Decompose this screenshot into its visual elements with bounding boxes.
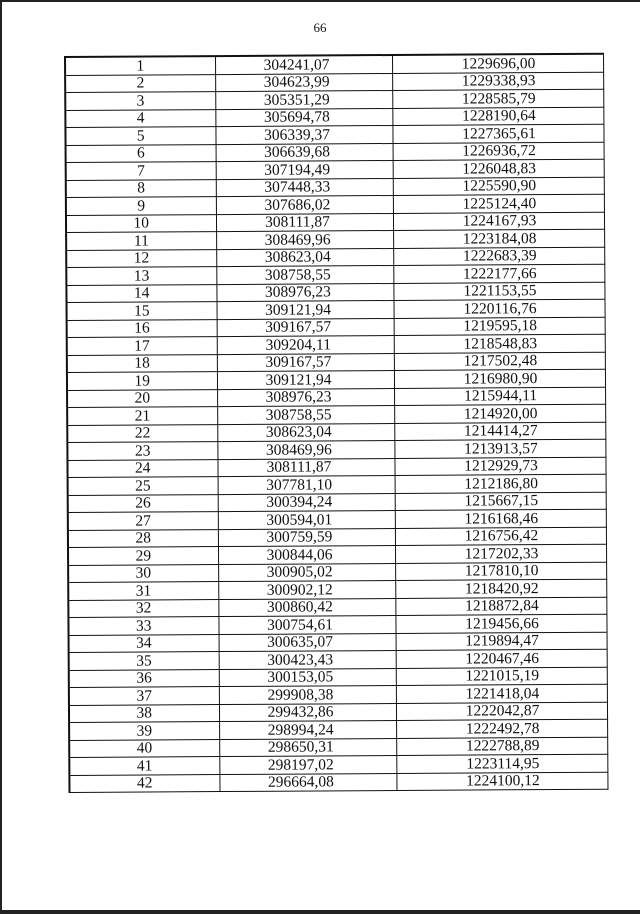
x-coordinate-cell: 307686,02 (216, 195, 393, 214)
point-number-cell: 17 (67, 337, 217, 355)
point-number-cell: 21 (67, 407, 217, 425)
y-coordinate-cell: 1221418,04 (396, 684, 607, 703)
y-coordinate-cell: 1218548,83 (394, 334, 605, 353)
y-coordinate-cell: 1221015,19 (396, 667, 607, 686)
y-coordinate-cell: 1220467,46 (396, 649, 607, 668)
point-number-cell: 31 (68, 582, 218, 600)
point-number-cell: 3 (65, 92, 215, 110)
x-coordinate-cell: 308623,04 (216, 248, 393, 267)
point-number-cell: 16 (67, 319, 217, 337)
x-coordinate-cell: 300394,24 (218, 493, 395, 512)
y-coordinate-cell: 1222788,89 (396, 737, 607, 756)
y-coordinate-cell: 1222683,39 (393, 247, 604, 266)
point-number-cell: 34 (69, 634, 219, 652)
y-coordinate-cell: 1227365,61 (392, 124, 603, 143)
x-coordinate-cell: 296664,08 (219, 773, 396, 792)
x-coordinate-cell: 307448,33 (216, 178, 393, 197)
y-coordinate-cell: 1217502,48 (394, 352, 605, 371)
y-coordinate-cell: 1217202,33 (395, 544, 606, 563)
y-coordinate-cell: 1223114,95 (396, 754, 607, 773)
x-coordinate-cell: 309121,94 (217, 300, 394, 319)
point-number-cell: 13 (66, 267, 216, 285)
x-coordinate-cell: 309121,94 (217, 370, 394, 389)
point-number-cell: 30 (68, 564, 218, 582)
x-coordinate-cell: 309167,57 (217, 353, 394, 372)
y-coordinate-cell: 1226048,83 (393, 159, 604, 178)
x-coordinate-cell: 300754,61 (218, 615, 395, 634)
y-coordinate-cell: 1215944,11 (394, 387, 605, 406)
y-coordinate-cell: 1226936,72 (393, 142, 604, 161)
y-coordinate-cell: 1219595,18 (394, 317, 605, 336)
page-number: 66 (313, 20, 327, 35)
scan-edge-bottom (0, 910, 640, 914)
x-coordinate-cell: 306639,68 (216, 143, 393, 162)
x-coordinate-cell: 300423,43 (219, 650, 396, 669)
y-coordinate-cell: 1220116,76 (393, 299, 604, 318)
x-coordinate-cell: 308758,55 (216, 265, 393, 284)
point-number-cell: 36 (69, 669, 219, 687)
point-number-cell: 32 (68, 599, 218, 617)
y-coordinate-cell: 1216980,90 (394, 369, 605, 388)
x-coordinate-cell: 308623,04 (217, 423, 394, 442)
point-number-cell: 42 (69, 774, 219, 792)
x-coordinate-cell: 299908,38 (219, 685, 396, 704)
x-coordinate-cell: 307194,49 (216, 160, 393, 179)
x-coordinate-cell: 298650,31 (219, 738, 396, 757)
y-coordinate-cell: 1217810,10 (395, 562, 606, 581)
point-number-cell: 11 (66, 232, 216, 250)
point-number-cell: 26 (68, 494, 218, 512)
x-coordinate-cell: 305694,78 (215, 108, 392, 127)
point-number-cell: 37 (69, 687, 219, 705)
scan-edge-top (0, 0, 640, 2)
point-number-cell: 1 (65, 56, 215, 75)
point-number-cell: 23 (67, 442, 217, 460)
x-coordinate-cell: 300594,01 (218, 510, 395, 529)
x-coordinate-cell: 306339,37 (215, 125, 392, 144)
x-coordinate-cell: 308976,23 (217, 388, 394, 407)
coordinates-table (64, 53, 608, 793)
point-number-cell: 29 (68, 547, 218, 565)
point-number-cell: 40 (69, 739, 219, 757)
x-coordinate-cell: 300905,02 (218, 563, 395, 582)
y-coordinate-cell: 1214414,27 (394, 422, 605, 441)
y-coordinate-cell: 1214920,00 (394, 404, 605, 423)
point-number-cell: 14 (66, 284, 216, 302)
x-coordinate-cell: 300153,05 (219, 668, 396, 687)
point-number-cell: 10 (66, 214, 216, 232)
y-coordinate-cell: 1213913,57 (394, 439, 605, 458)
x-coordinate-cell: 300902,12 (218, 580, 395, 599)
y-coordinate-cell: 1223184,08 (393, 229, 604, 248)
point-number-cell: 33 (68, 617, 218, 635)
y-coordinate-cell: 1225590,90 (393, 177, 604, 196)
y-coordinate-cell: 1228190,64 (392, 107, 603, 126)
point-number-cell: 27 (68, 512, 218, 530)
x-coordinate-cell: 308469,96 (216, 230, 393, 249)
x-coordinate-cell: 298994,24 (219, 720, 396, 739)
point-number-cell: 35 (69, 652, 219, 670)
x-coordinate-cell: 300860,42 (218, 598, 395, 617)
y-coordinate-cell: 1216168,46 (395, 509, 606, 528)
x-coordinate-cell: 307781,10 (218, 475, 395, 494)
point-number-cell: 20 (67, 389, 217, 407)
x-coordinate-cell: 300844,06 (218, 545, 395, 564)
point-number-cell: 22 (67, 424, 217, 442)
x-coordinate-cell: 305351,29 (215, 90, 392, 109)
x-coordinate-cell: 300759,59 (218, 528, 395, 547)
point-number-cell: 15 (67, 302, 217, 320)
x-coordinate-cell: 308976,23 (216, 283, 393, 302)
y-coordinate-cell: 1215667,15 (395, 492, 606, 511)
x-coordinate-cell: 309167,57 (217, 318, 394, 337)
point-number-cell: 2 (65, 74, 215, 92)
point-number-cell: 5 (65, 127, 215, 145)
scan-edge-left (0, 0, 2, 914)
y-coordinate-cell: 1219456,66 (395, 614, 606, 633)
x-coordinate-cell: 298197,02 (219, 755, 396, 774)
y-coordinate-cell: 1218872,84 (395, 597, 606, 616)
y-coordinate-cell: 1212186,80 (395, 474, 606, 493)
x-coordinate-cell: 304623,99 (215, 73, 392, 92)
point-number-cell: 9 (66, 197, 216, 215)
y-coordinate-cell: 1219894,47 (396, 632, 607, 651)
y-coordinate-cell: 1224100,12 (396, 772, 607, 791)
y-coordinate-cell: 1229696,00 (392, 54, 603, 73)
point-number-cell: 6 (66, 144, 216, 162)
y-coordinate-cell: 1225124,40 (393, 194, 604, 213)
x-coordinate-cell: 308111,87 (217, 458, 394, 477)
point-number-cell: 19 (67, 372, 217, 390)
x-coordinate-cell: 300635,07 (219, 633, 396, 652)
y-coordinate-cell: 1222492,78 (396, 719, 607, 738)
point-number-cell: 38 (69, 704, 219, 722)
x-coordinate-cell: 308111,87 (216, 213, 393, 232)
point-number-cell: 18 (67, 354, 217, 372)
y-coordinate-cell: 1212929,73 (394, 457, 605, 476)
y-coordinate-cell: 1221153,55 (393, 282, 604, 301)
x-coordinate-cell: 304241,07 (215, 55, 392, 74)
y-coordinate-cell: 1229338,93 (392, 72, 603, 91)
point-number-cell: 39 (69, 722, 219, 740)
y-coordinate-cell: 1222042,87 (396, 702, 607, 721)
point-number-cell: 25 (68, 477, 218, 495)
x-coordinate-cell: 308758,55 (217, 405, 394, 424)
y-coordinate-cell: 1222177,66 (393, 264, 604, 283)
coordinates-table-body (65, 54, 607, 793)
y-coordinate-cell: 1216756,42 (395, 527, 606, 546)
point-number-cell: 28 (68, 529, 218, 547)
table-row (69, 772, 607, 793)
point-number-cell: 7 (66, 162, 216, 180)
y-coordinate-cell: 1218420,92 (395, 579, 606, 598)
x-coordinate-cell: 308469,96 (217, 440, 394, 459)
point-number-cell: 8 (66, 179, 216, 197)
y-coordinate-cell: 1228585,79 (392, 89, 603, 108)
x-coordinate-cell: 299432,86 (219, 703, 396, 722)
point-number-cell: 12 (66, 249, 216, 267)
y-coordinate-cell: 1224167,93 (393, 212, 604, 231)
point-number-cell: 24 (67, 459, 217, 477)
x-coordinate-cell: 309204,11 (217, 335, 394, 354)
point-number-cell: 41 (69, 757, 219, 775)
point-number-cell: 4 (65, 109, 215, 127)
